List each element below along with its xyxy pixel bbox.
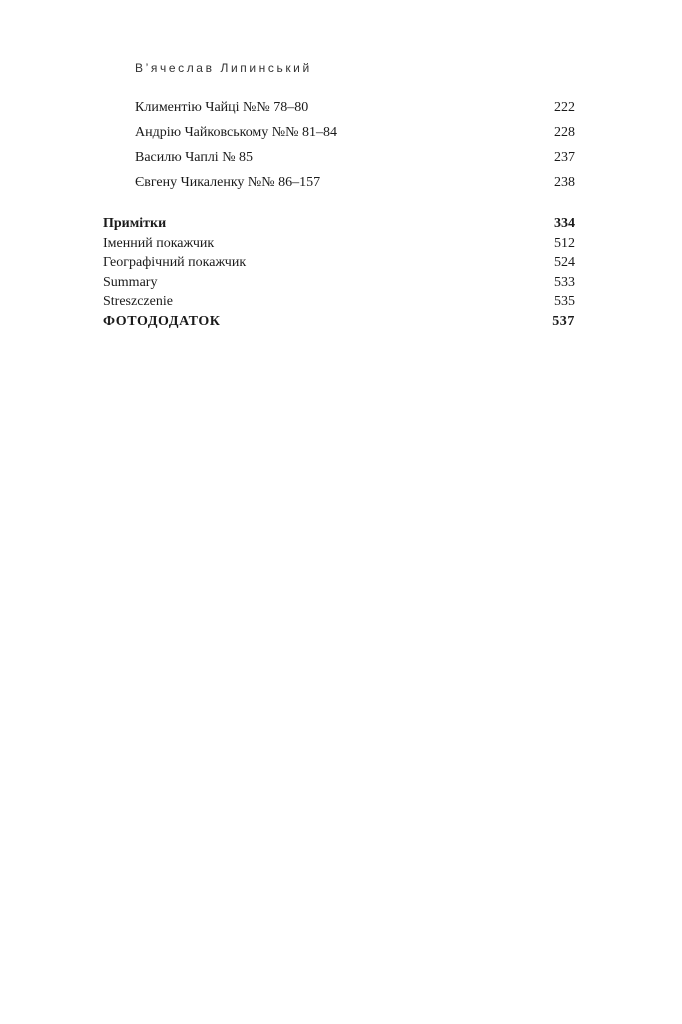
toc-entry-title: Summary: [103, 274, 158, 290]
toc-entry: [135, 148, 575, 173]
toc-entry-page: 222: [554, 100, 575, 115]
toc-entry-title: ФОТОДОДАТОК: [103, 313, 221, 329]
toc-main-entries: [103, 214, 575, 332]
toc-entry-title: Іменний покажчик: [103, 235, 215, 251]
toc-entry-title: Streszczenie: [103, 294, 173, 310]
toc-entry: [135, 98, 575, 123]
toc-sub-entries: [135, 98, 575, 198]
toc-entry-title: Географічний покажчик: [103, 255, 247, 271]
toc-entry-title: Примітки: [103, 216, 167, 231]
toc-entry-page: 535: [554, 294, 575, 310]
toc-entry-title: Євгену Чикаленку №№ 86–157: [135, 175, 321, 190]
toc-entry-page: 524: [554, 255, 575, 271]
toc-entry-title: Андрію Чайковському №№ 81–84: [135, 125, 337, 140]
toc-entry-page: 334: [554, 216, 575, 231]
toc-entry-geo-index: [103, 253, 575, 273]
toc-entry-name-index: [103, 234, 575, 254]
toc-entry-photo-appendix: [103, 312, 575, 332]
toc-entry-page: 238: [554, 175, 575, 190]
toc-entry-title: Климентію Чайці №№ 78–80: [135, 100, 309, 115]
toc-entry-page: 228: [554, 125, 575, 140]
toc-entry-streszczenie: [103, 292, 575, 312]
toc-entry-page: 237: [554, 150, 575, 165]
toc-entry-page: 537: [552, 313, 575, 329]
running-head: В’ячеслав Липинський: [135, 61, 312, 75]
toc-entry-notes: [103, 214, 575, 234]
toc-entry-summary: [103, 273, 575, 293]
toc-entry: [135, 123, 575, 148]
toc-entry-page: 533: [554, 274, 575, 290]
toc-entry-title: Василю Чаплі № 85: [135, 150, 254, 165]
toc-entry-page: 512: [554, 235, 575, 251]
toc-entry: [135, 173, 575, 198]
